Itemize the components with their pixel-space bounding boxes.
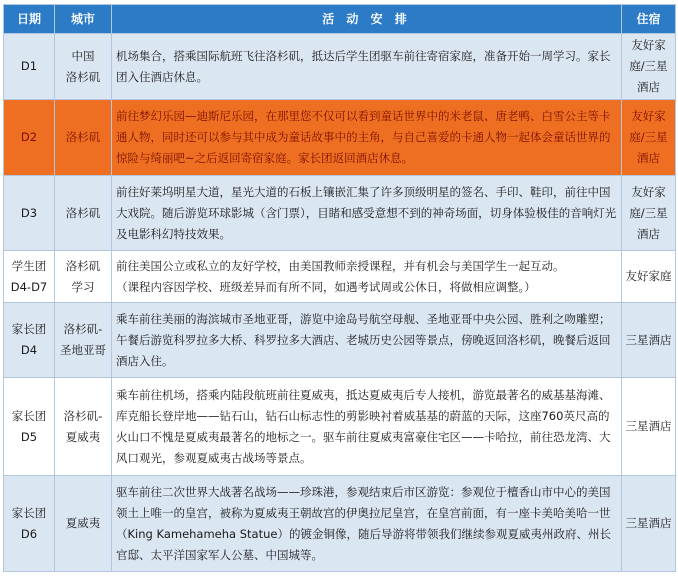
- city-cell: 洛杉矶 学习: [55, 251, 112, 303]
- table-row: [4, 378, 676, 476]
- header-stay: 住宿: [622, 5, 676, 34]
- day-cell: 学生团 D4-D7: [4, 251, 55, 303]
- table-row: [4, 476, 676, 572]
- city-cell: 洛杉矶- 圣地亚哥: [55, 303, 112, 378]
- day-cell: D3: [4, 176, 55, 251]
- stay-cell: 三星酒店: [622, 378, 676, 476]
- city-cell: 夏威夷: [55, 476, 112, 572]
- day-cell: 家长团 D5: [4, 378, 55, 476]
- stay-cell: 三星酒店: [622, 303, 676, 378]
- day-cell: D2: [4, 100, 55, 176]
- stay-cell: 友好家庭/三星酒店: [622, 100, 676, 176]
- header-activity: 活 动 安 排: [112, 5, 622, 34]
- city-cell: 洛杉矶- 夏威夷: [55, 378, 112, 476]
- activity-cell: 乘车前往美丽的海滨城市圣地亚哥，游览中途岛号航空母舰、圣地亚哥中央公园、胜利之吻雕塑；午餐后游览科罗拉多大桥、科罗拉多大酒店、老城历史公园等景点，傍晚返回洛杉矶，晚餐后返回酒店入住。: [112, 303, 622, 378]
- header-day: 日期: [4, 5, 55, 34]
- activity-cell: 乘车前往机场，搭乘内陆段航班前往夏威夷，抵达夏威夷后专人接机，游览最著名的威基基海滩、库克船长登岸地——钻石山，钻石山标志性的剪影映衬着威基基的蔚蓝的天际，这座760英尺高的火山口不愧是夏威夷最著名的地标之一。驱车前往夏威夷富豪住宅区——卡哈拉，前往恐龙湾、大风口观光，参观夏威夷古战场等景点。: [112, 378, 622, 476]
- activity-cell: 机场集合，搭乘国际航班飞往洛杉矶，抵达后学生团驱车前往寄宿家庭，准备开始一周学习。家长团入住酒店休息。: [112, 34, 622, 100]
- day-cell: 家长团 D4: [4, 303, 55, 378]
- header-city: 城市: [55, 5, 112, 34]
- table-row: [4, 303, 676, 378]
- day-cell: 家长团 D6: [4, 476, 55, 572]
- stay-cell: 友好家庭/三星酒店: [622, 176, 676, 251]
- activity-cell: 前往好莱坞明星大道，星光大道的石板上镶嵌汇集了许多顶级明星的签名、手印、鞋印，前往中国大戏院。随后游览环球影城（含门票），目睹和感受意想不到的神奇场面，切身体验极佳的音响灯光及电影科幻特技效果。: [112, 176, 622, 251]
- city-cell: 中国 洛杉矶: [55, 34, 112, 100]
- itinerary-table: [3, 4, 676, 572]
- activity-cell: 驱车前往二次世界大战著名战场——珍珠港，参观结束后市区游览：参观位于檀香山市中心的美国领土上唯一的皇宫，被称为夏威夷王朝故宫的伊奥拉尼皇宫，在皇宫前面，有一座卡美哈美哈一世（King Kamehameha Statue）的镀金铜像，随后导游将带领我们继续参观夏威夷州政府、州长官邸、太平洋国家军人公墓、中国城等。: [112, 476, 622, 572]
- table-row: [4, 251, 676, 303]
- city-cell: 洛杉矶: [55, 176, 112, 251]
- day-cell: D1: [4, 34, 55, 100]
- stay-cell: 友好家庭: [622, 251, 676, 303]
- table-row: [4, 176, 676, 251]
- city-cell: 洛杉矶: [55, 100, 112, 176]
- table-row-highlighted: [4, 100, 676, 176]
- activity-cell: 前往梦幻乐园—迪斯尼乐园，在那里您不仅可以看到童话世界中的米老鼠、唐老鸭、白雪公主等卡通人物，同时还可以参与其中成为童话故事中的主角，与自己喜爱的卡通人物一起体会童话世界的惊险与绮丽吧~之后返回寄宿家庭。家长团返回酒店休息。: [112, 100, 622, 176]
- table-row: [4, 34, 676, 100]
- activity-cell: 前往美国公立或私立的友好学校，由美国教师亲授课程，并有机会与美国学生一起互动。 （课程内容因学校、班级差异而有所不同，如遇考试周或公休日，将做相应调整。）: [112, 251, 622, 303]
- stay-cell: 三星酒店: [622, 476, 676, 572]
- stay-cell: 友好家庭/三星酒店: [622, 34, 676, 100]
- header-row: [4, 5, 676, 34]
